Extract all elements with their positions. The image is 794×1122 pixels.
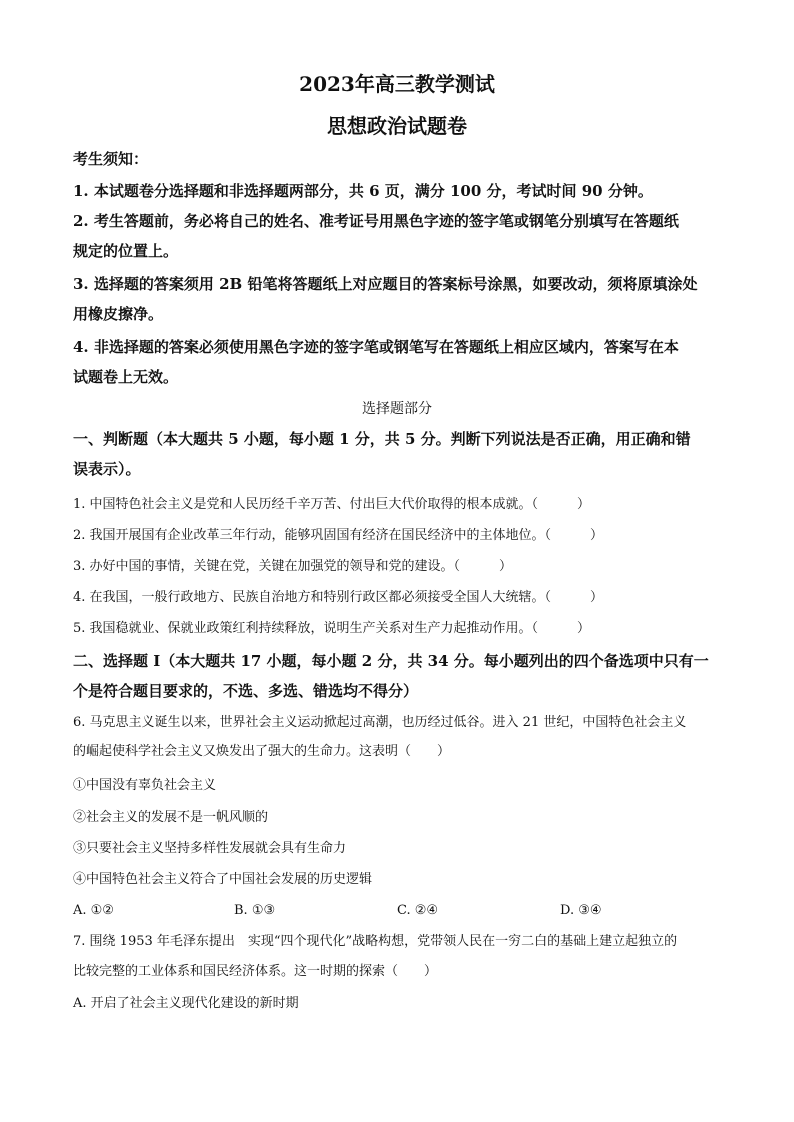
judge-question-3: 3. 办好中国的事情，关键在党，关键在加强党的领导和党的建设。（ ） [73, 559, 513, 574]
judge-question-5: 5. 我国稳就业、保就业政策红利持续释放，说明生产关系对生产力起推动作用。（ ） [73, 621, 591, 636]
part2-heading: 二、选择题 I（本大题共 17 小题，每小题 2 分，共 34 分。每小题列出的四个备选项中只有一 [73, 652, 709, 670]
notice-item-4: 4. 非选择题的答案必须使用黑色字迹的签字笔或钢笔写在答题纸上相应区域内，答案写在本 [73, 338, 679, 356]
q6-option-c: C. ②④ [397, 903, 439, 918]
notice-item-1: 1. 本试题卷分选择题和非选择题两部分，共 6 页，满分 100 分，考试时间 90 分钟。 [73, 182, 653, 200]
q6-statement-3: ③只要社会主义坚持多样性发展就会具有生命力 [73, 841, 347, 856]
notice-heading: 考生须知： [73, 150, 149, 168]
judge-question-1: 1. 中国特色社会主义是党和人民历经千辛万苦、付出巨大代价取得的根本成就。（ ） [73, 497, 591, 512]
notice-item-2: 2. 考生答题前，务必将自己的姓名、准考证号用黑色字迹的签字笔或钢笔分别填写在答题纸 [73, 212, 679, 230]
part1-heading-cont: 误表示）。 [73, 460, 141, 478]
q6-statement-4: ④中国特色社会主义符合了中国社会发展的历史逻辑 [73, 872, 373, 887]
notice-item-3-cont: 用橡皮擦净。 [73, 305, 164, 323]
q6-stem: 6. 马克思主义诞生以来，世界社会主义运动掀起过高潮，也历经过低谷。进入 21 世纪，中国特色社会主义 [73, 715, 687, 730]
q6-statement-2: ②社会主义的发展不是一帆风顺的 [73, 810, 269, 825]
q6-option-b: B. ①③ [234, 903, 276, 918]
q6-option-a: A. ①② [73, 903, 114, 918]
part1-heading: 一、判断题（本大题共 5 小题，每小题 1 分，共 5 分。判断下列说法是否正确，用正确和错 [73, 430, 691, 448]
q7-stem: 7. 围绕 1953 年毛泽东提出 实现“四个现代化”战略构想，党带领人民在一穷二白的基础上建立起独立的 [73, 934, 678, 949]
judge-question-2: 2. 我国开展国有企业改革三年行动，能够巩固国有经济在国民经济中的主体地位。（ ） [73, 528, 604, 543]
part2-heading-cont: 个是符合题目要求的，不选、多选、错选均不得分） [73, 682, 419, 700]
exam-title: 2023年高三教学测试 [299, 72, 495, 96]
notice-item-2-cont: 规定的位置上。 [73, 242, 179, 260]
q7-stem-cont: 比较完整的工业体系和国民经济体系。这一时期的探索（ ） [73, 964, 438, 979]
section-heading: 选择题部分 [362, 401, 432, 417]
q7-option-a: A. 开启了社会主义现代化建设的新时期 [73, 996, 299, 1011]
q6-option-d: D. ③④ [560, 903, 602, 918]
notice-item-3: 3. 选择题的答案须用 2B 铅笔将答题纸上对应题目的答案标号涂黑，如要改动，须将原填涂处 [73, 275, 698, 293]
judge-question-4: 4. 在我国，一般行政地方、民族自治地方和特别行政区都必须接受全国人大统辖。（ ） [73, 590, 604, 605]
q6-stem-cont: 的崛起使科学社会主义又焕发出了强大的生命力。这表明（ ） [73, 744, 451, 759]
exam-subtitle: 思想政治试题卷 [327, 114, 467, 138]
notice-item-4-cont: 试题卷上无效。 [73, 368, 179, 386]
q6-statement-1: ①中国没有辜负社会主义 [73, 778, 217, 793]
